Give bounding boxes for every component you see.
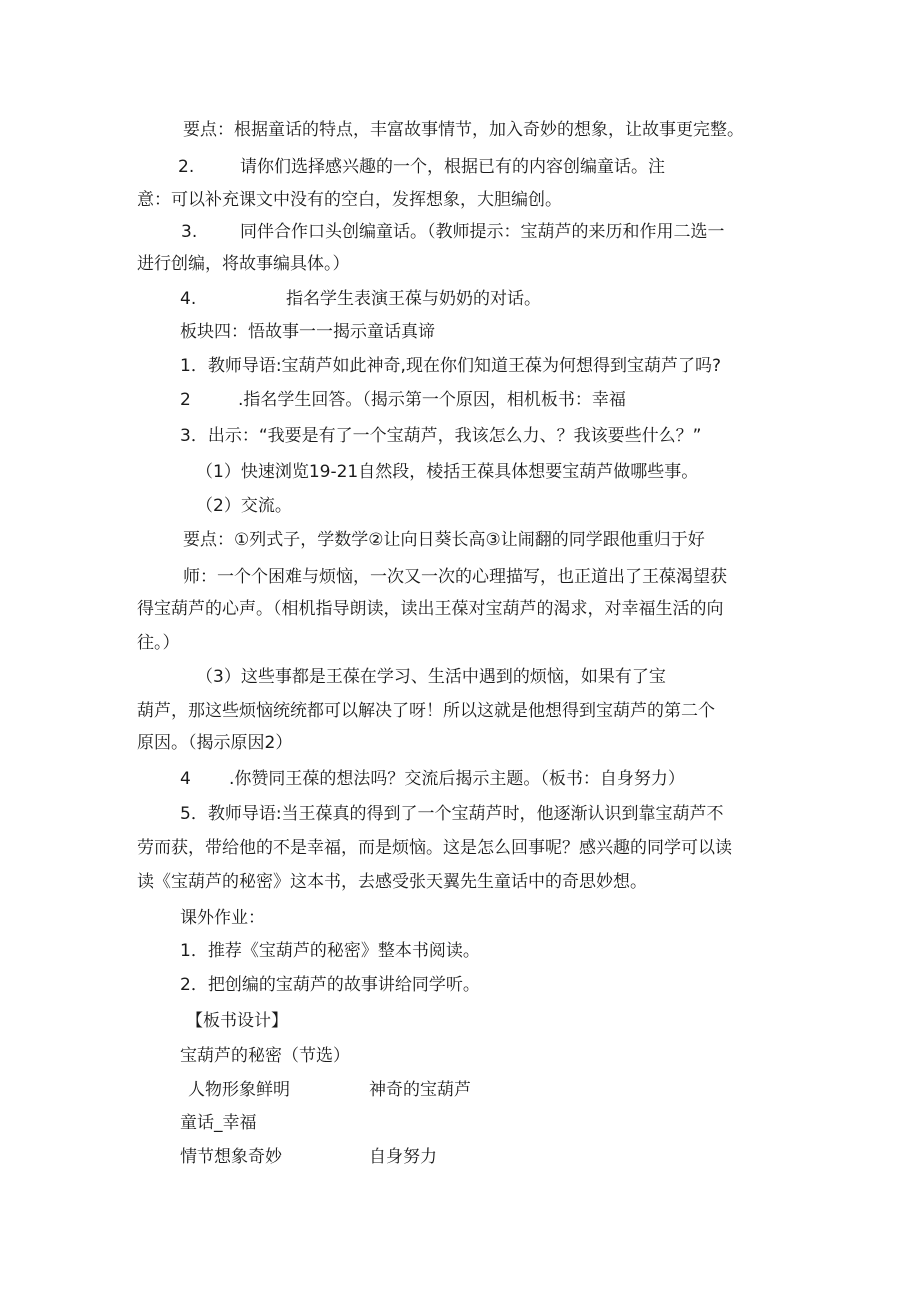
paragraph-line: 指名学生表演王葆与奶奶的对话。 — [286, 289, 541, 309]
key-point-line: 要点：根据童话的特点，丰富故事情节，加入奇妙的想象，让故事更完整。 — [183, 120, 744, 140]
paragraph-line: 3．出示：“我要是有了一个宝葫芦，我该怎么力、？我该要些什么？” — [180, 426, 702, 446]
paragraph-line: 师：一个个困难与烦恼，一次又一次的心理描写，也正道出了王葆渴望获 — [183, 567, 727, 587]
board-item: 情节想象奇妙 — [180, 1147, 282, 1167]
item-number-3: 3. — [181, 222, 198, 242]
section-heading: 板块四：悟故事一一揭示童话真谛 — [180, 322, 435, 342]
paragraph-line: 葫芦，那这些烦恼统统都可以解决了呀！所以这就是他想得到宝葫芦的第二个 — [137, 701, 715, 721]
paragraph-line: 得宝葫芦的心声。（相机指导朗读，读出王葆对宝葫芦的渴求，对幸福生活的向 — [137, 599, 724, 619]
paragraph-line: .指名学生回答。（揭示第一个原因，相机板书：幸福 — [238, 390, 626, 410]
paragraph-line: 原因。（揭示原因2） — [137, 733, 293, 753]
paragraph-line: （2）交流。 — [196, 496, 292, 516]
paragraph-line: 同伴合作口头创编童话。（教师提示：宝葫芦的来历和作用二选一 — [240, 222, 725, 242]
paragraph-line: 读《宝葫芦的秘密》这本书，去感受张天翼先生童话中的奇思妙想。 — [137, 872, 647, 892]
board-title: 宝葫芦的秘密（节选） — [180, 1046, 350, 1066]
board-item: 人物形象鲜明 — [188, 1080, 290, 1100]
paragraph-line: （3）这些事都是王葆在学习、生活中遇到的烦恼，如果有了宝 — [196, 667, 666, 687]
homework-item: 2．把创编的宝葫芦的故事讲给同学听。 — [180, 975, 480, 995]
paragraph-line: .你赞同王葆的想法吗？交流后揭示主题。（板书：自身努力） — [229, 769, 685, 789]
board-item: 童话_幸福 — [180, 1113, 257, 1133]
item-number-2: 2 — [180, 390, 191, 410]
homework-item: 1．推荐《宝葫芦的秘密》整本书阅读。 — [180, 941, 480, 961]
paragraph-line: 请你们选择感兴趣的一个，根据已有的内容创编童话。注 — [240, 157, 665, 177]
board-item: 神奇的宝葫芦 — [369, 1080, 471, 1100]
paragraph-line: （1）快速浏览19-21自然段，棱括王葆具体想要宝葫芦做哪些事。 — [196, 462, 699, 482]
paragraph-line: 5．教师导语:当王葆真的得到了一个宝葫芦时，他逐渐认识到靠宝葫芦不 — [180, 804, 724, 824]
item-number-4: 4. — [180, 289, 197, 309]
key-point-line: 要点：①列式子，学数学②让向日葵长高③让闹翻的同学跟他重归于好 — [183, 530, 705, 550]
paragraph-line: 劳而获，带给他的不是幸福，而是烦恼。这是怎么回事呢？感兴趣的同学可以读 — [137, 838, 732, 858]
paragraph-line: 进行创编，将故事编具体。） — [137, 254, 350, 274]
item-number-2: 2. — [178, 157, 195, 177]
board-design-heading: 【板书设计】 — [186, 1011, 288, 1031]
board-item: 自身努力 — [369, 1147, 437, 1167]
item-number-4: 4 — [180, 769, 191, 789]
paragraph-line: 往。） — [137, 633, 180, 653]
paragraph-line: 意：可以补充课文中没有的空白，发挥想象，大胆编创。 — [137, 190, 562, 210]
paragraph-line: 1．教师导语:宝葫芦如此神奇,现在你们知道王葆为何想得到宝葫芦了吗? — [180, 356, 721, 376]
homework-heading: 课外作业： — [180, 908, 265, 928]
